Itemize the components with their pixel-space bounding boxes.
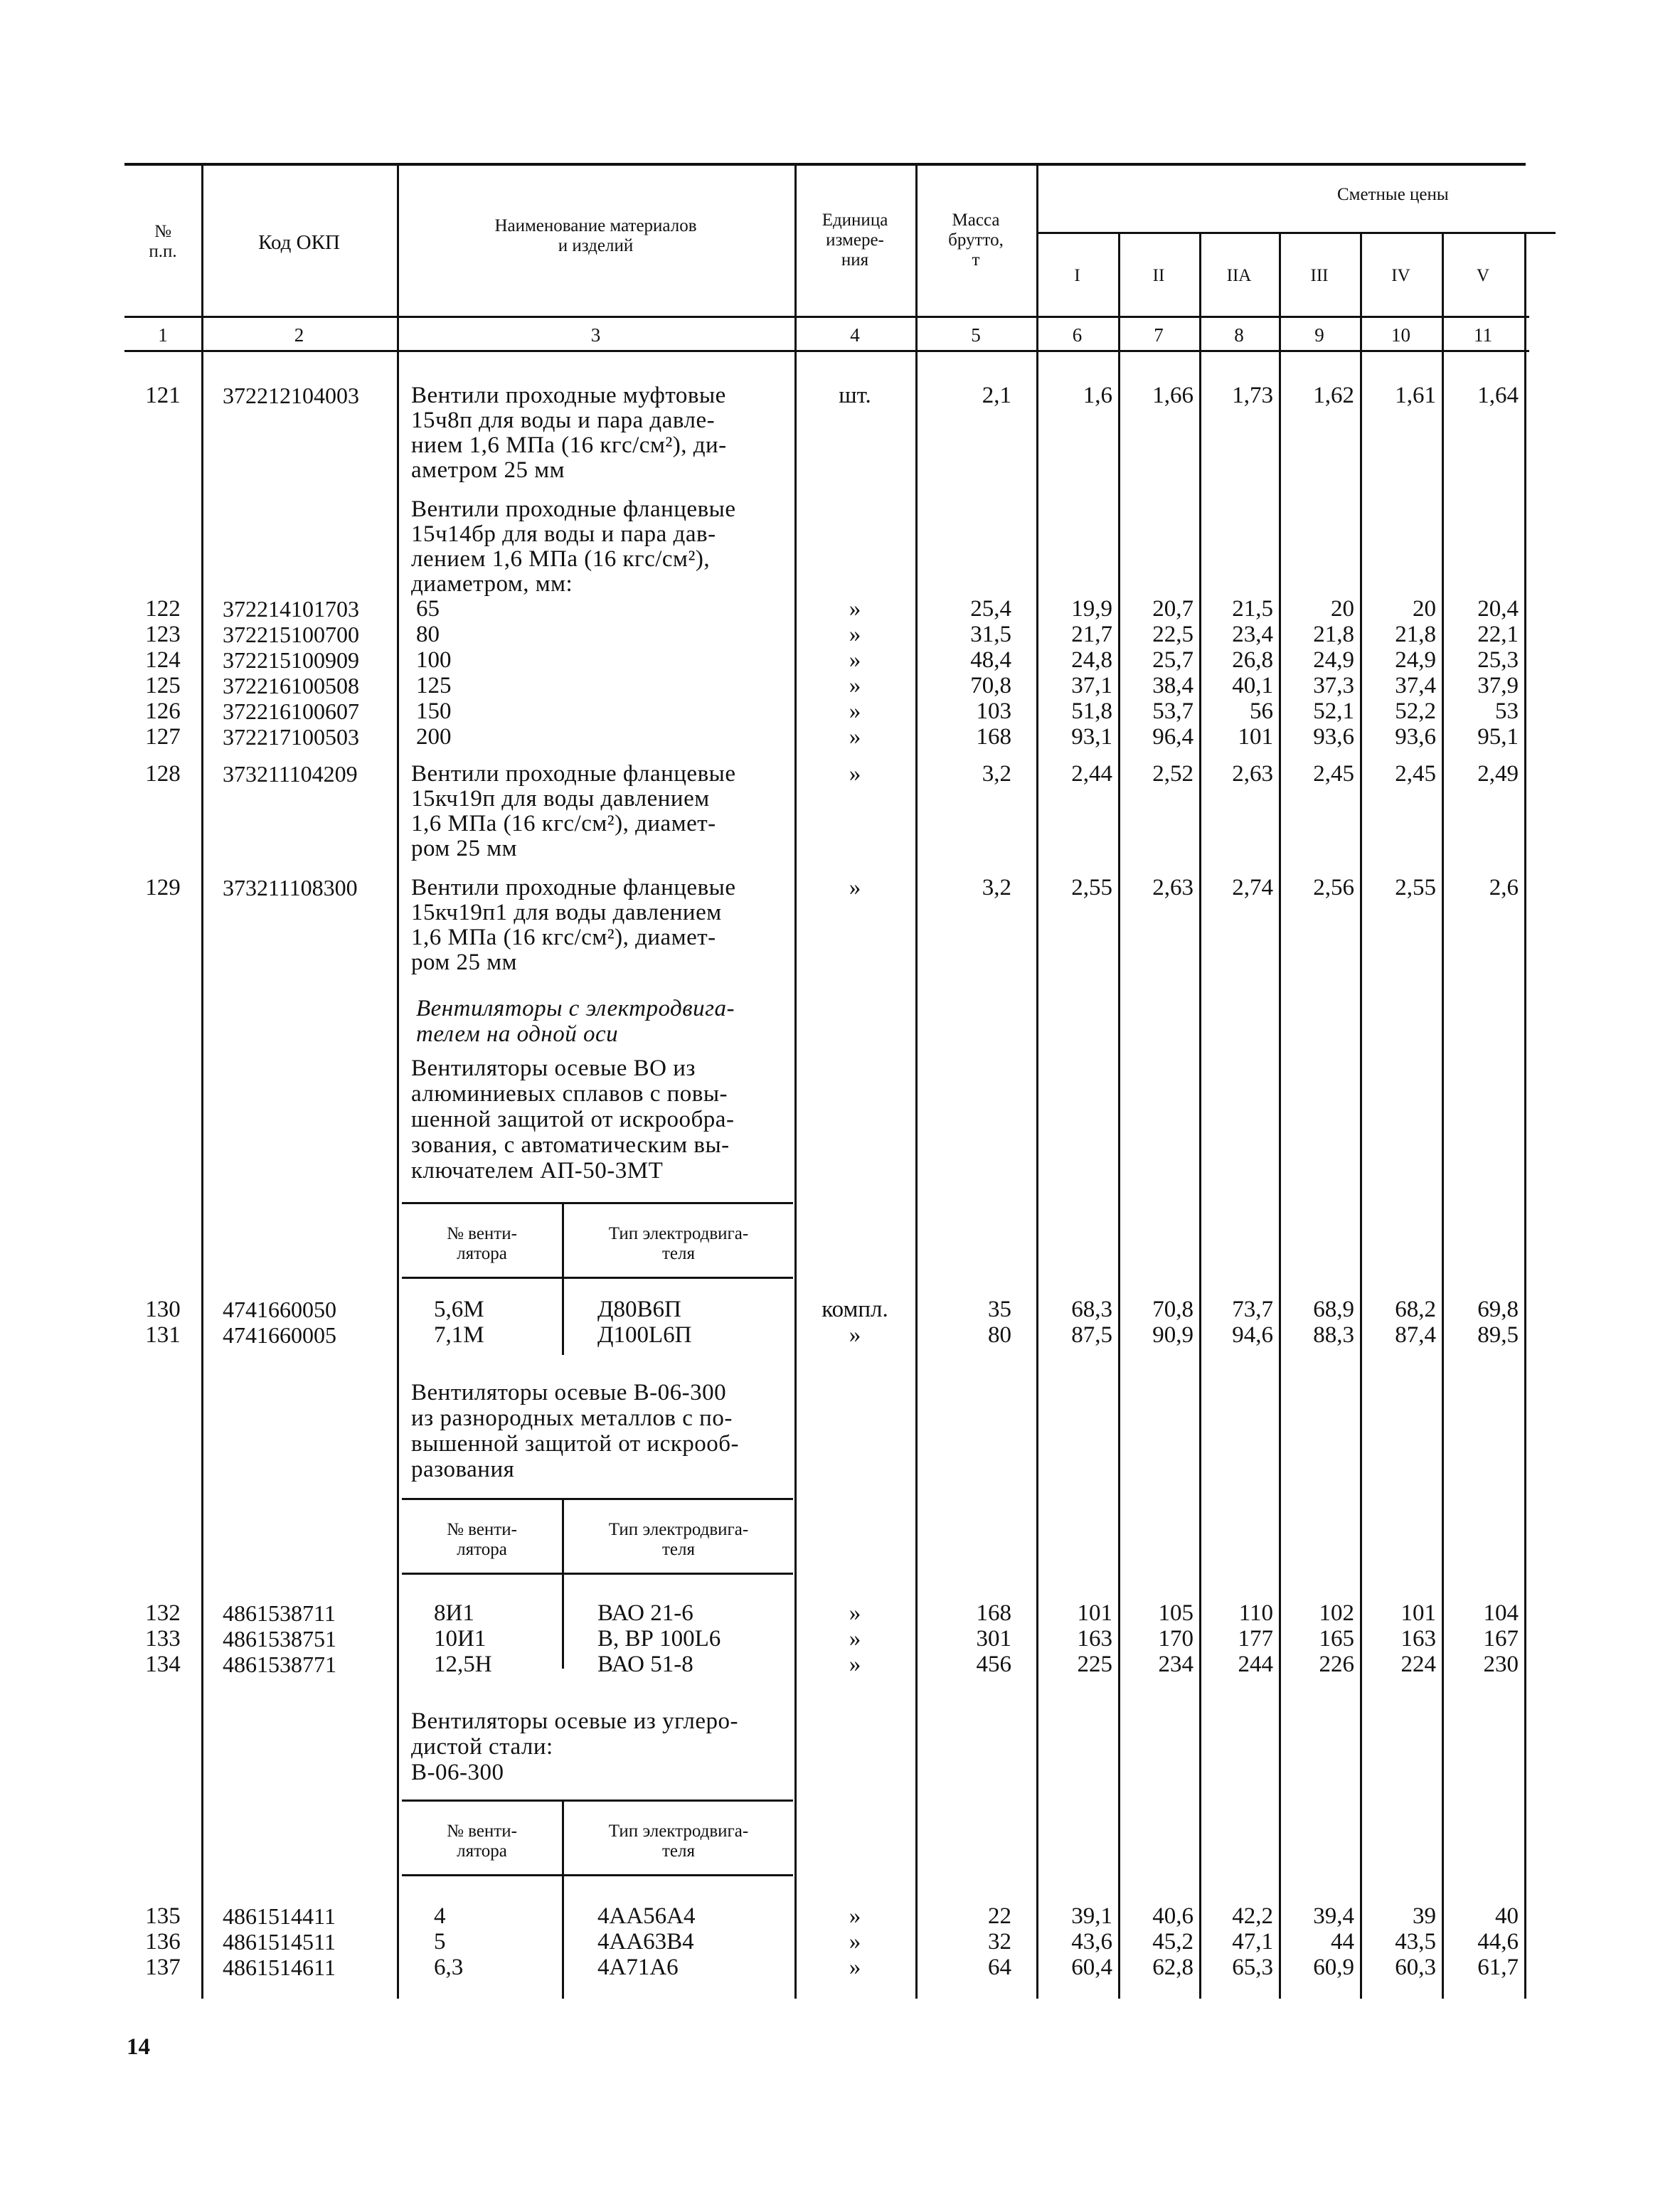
row-description: ром 25 мм	[411, 950, 518, 975]
mass: 168	[976, 724, 1011, 750]
price-zone-5: 60,3	[1395, 1955, 1436, 1980]
okp-code: 4861514511	[223, 1929, 336, 1955]
column-number: 9	[1314, 324, 1324, 346]
okp-code: 372217100503	[223, 724, 359, 750]
subtable-bottom-rule	[402, 1874, 793, 1876]
column-number: 10	[1391, 324, 1410, 346]
price-zone-6: 2,6	[1489, 875, 1519, 900]
row-number: 124	[145, 647, 181, 673]
table-top-rule	[124, 163, 1526, 166]
fan-number: 5,6М	[434, 1297, 484, 1322]
price-zone-6: 89,5	[1477, 1322, 1519, 1348]
mass: 456	[976, 1652, 1011, 1677]
price-zone-2: 70,8	[1152, 1297, 1193, 1322]
okp-code: 372215100909	[223, 647, 359, 673]
price-zone-1: 225	[1077, 1652, 1112, 1677]
okp-code: 372215100700	[223, 622, 359, 647]
section-heading-valves: диаметром, мм:	[411, 571, 573, 597]
price-zone-2: 90,9	[1152, 1322, 1193, 1348]
mass: 32	[988, 1929, 1011, 1955]
price-zone-6: 230	[1483, 1652, 1519, 1677]
header-unit-2: измере-	[826, 230, 884, 250]
column-number: 4	[850, 324, 860, 346]
diameter: 100	[416, 647, 452, 673]
row-number: 135	[145, 1903, 181, 1929]
unit: »	[849, 724, 861, 750]
header-bottom-rule	[124, 316, 1529, 318]
price-zone-1: 37,1	[1071, 673, 1112, 698]
price-zone-1: 19,9	[1071, 596, 1112, 622]
okp-code: 372216100607	[223, 698, 359, 724]
row-number: 129	[145, 875, 181, 900]
unit: »	[849, 1929, 861, 1955]
mass: 3,2	[982, 761, 1011, 787]
section-heading-fans-v06: разования	[411, 1457, 515, 1482]
unit: »	[849, 1626, 861, 1652]
price-zone-5: 43,5	[1395, 1929, 1436, 1955]
column-number: 11	[1474, 324, 1492, 346]
subheader-motor-type: теля	[662, 1540, 695, 1559]
price-zone-5: 52,2	[1395, 698, 1436, 724]
price-zone-2: 22,5	[1152, 622, 1193, 647]
mass: 301	[976, 1626, 1011, 1652]
row-description: Вентили проходные фланцевые	[411, 761, 736, 787]
mass: 2,1	[982, 383, 1011, 408]
price-zone-1: 39,1	[1071, 1903, 1112, 1929]
page-number: 14	[127, 2034, 150, 2060]
unit: »	[849, 673, 861, 698]
price-zone-1: 87,5	[1071, 1322, 1112, 1348]
price-zone-2: 2,63	[1152, 875, 1193, 900]
column-number: 6	[1072, 324, 1083, 346]
price-zone-6: 2,49	[1477, 761, 1519, 787]
row-number: 127	[145, 724, 181, 750]
unit: »	[849, 698, 861, 724]
price-zone-4: 37,3	[1313, 673, 1354, 698]
price-zone-5: 163	[1400, 1626, 1436, 1652]
diameter: 65	[416, 596, 440, 622]
price-zone-6: 69,8	[1477, 1297, 1519, 1322]
price-zone-3: 177	[1238, 1626, 1273, 1652]
section-heading-fans-v06: из разнородных металлов с по-	[411, 1405, 733, 1431]
subtable-bottom-rule	[402, 1573, 793, 1575]
colnum-bottom-rule	[124, 350, 1529, 352]
price-zone-4: 2,45	[1313, 761, 1354, 787]
price-zone-4: 226	[1319, 1652, 1354, 1677]
unit: »	[849, 1322, 861, 1348]
price-zone-2: 20,7	[1152, 596, 1193, 622]
section-heading-fans-vo: Вентиляторы осевые ВО из	[411, 1056, 696, 1081]
mass: 3,2	[982, 875, 1011, 900]
section-heading-fans: телем на одной оси	[416, 1021, 619, 1047]
section-heading-valves: Вентили проходные фланцевые	[411, 496, 736, 522]
section-heading-fans: Вентиляторы с электродвига-	[416, 996, 735, 1021]
price-zone-1: 1,6	[1083, 383, 1112, 408]
unit: »	[849, 622, 861, 647]
subheader-motor-type: Тип электродвига-	[608, 1224, 749, 1243]
fan-number: 8И1	[434, 1600, 474, 1626]
price-zone-4: 21,8	[1313, 622, 1354, 647]
diameter: 150	[416, 698, 452, 724]
price-zone-4: 93,6	[1313, 724, 1354, 750]
mass: 31,5	[970, 622, 1011, 647]
price-zone-3: 101	[1238, 724, 1273, 750]
diameter: 200	[416, 724, 452, 750]
row-number: 125	[145, 673, 181, 698]
price-zone-2: 96,4	[1152, 724, 1193, 750]
section-heading-fans-carbon: дистой стали:	[411, 1734, 553, 1760]
column-number: 7	[1154, 324, 1164, 346]
price-zone-6: 1,64	[1477, 383, 1519, 408]
okp-code: 4861538711	[223, 1600, 336, 1626]
price-zone-6: 25,3	[1477, 647, 1519, 673]
price-zone-4: 165	[1319, 1626, 1354, 1652]
okp-code: 4741660050	[223, 1297, 336, 1322]
body-col-rule	[397, 352, 399, 1999]
price-zone-2: 40,6	[1152, 1903, 1193, 1929]
price-zone-5: 93,6	[1395, 724, 1436, 750]
diameter: 125	[416, 673, 452, 698]
row-description: 1,6 МПа (16 кгс/см²), диамет-	[411, 811, 716, 836]
row-description: 15ч8п для воды и пара давле-	[411, 408, 716, 433]
column-number: 1	[158, 324, 168, 346]
price-zone-2: 105	[1158, 1600, 1193, 1626]
price-zone-3: 23,4	[1232, 622, 1273, 647]
fan-number: 7,1М	[434, 1322, 484, 1348]
section-heading-fans-carbon: В-06-300	[411, 1760, 504, 1785]
price-zone-1: 2,44	[1071, 761, 1112, 787]
mass: 25,4	[970, 596, 1011, 622]
row-description: 1,6 МПа (16 кгс/см²), диамет-	[411, 925, 716, 950]
price-zone-2: 38,4	[1152, 673, 1193, 698]
header-col-rule	[1524, 232, 1526, 350]
fan-number: 5	[434, 1929, 446, 1955]
column-number: 8	[1234, 324, 1244, 346]
mass: 168	[976, 1600, 1011, 1626]
price-zone-2: 45,2	[1152, 1929, 1193, 1955]
price-zone-4: 68,9	[1313, 1297, 1354, 1322]
fan-number: 10И1	[434, 1626, 487, 1652]
okp-code: 372216100508	[223, 673, 359, 698]
price-zone-5: 20	[1413, 596, 1436, 622]
price-zone-3: 40,1	[1232, 673, 1273, 698]
price-zone-3: 244	[1238, 1652, 1273, 1677]
subtable-top-rule	[402, 1498, 793, 1500]
unit: »	[849, 596, 861, 622]
fan-number: 6,3	[434, 1955, 464, 1980]
price-zone-6: 104	[1483, 1600, 1519, 1626]
subtable-top-rule	[402, 1799, 793, 1802]
price-zone-6: 22,1	[1477, 622, 1519, 647]
price-zone-6: 20,4	[1477, 596, 1519, 622]
diameter: 80	[416, 622, 440, 647]
header-zone-IIA: IIA	[1226, 266, 1252, 285]
subtable-col-rule	[562, 1573, 564, 1669]
okp-code: 372212104003	[223, 383, 359, 408]
subheader-fan-no: № венти-	[447, 1224, 517, 1243]
unit: »	[849, 761, 861, 787]
subtable-bottom-rule	[402, 1277, 793, 1279]
price-zone-5: 1,61	[1395, 383, 1436, 408]
mass: 48,4	[970, 647, 1011, 673]
price-zone-1: 51,8	[1071, 698, 1112, 724]
price-zone-5: 87,4	[1395, 1322, 1436, 1348]
price-zone-4: 88,3	[1313, 1322, 1354, 1348]
row-number: 137	[145, 1955, 181, 1980]
okp-code: 373211104209	[223, 761, 358, 787]
price-zone-4: 60,9	[1313, 1955, 1354, 1980]
price-zone-5: 224	[1400, 1652, 1436, 1677]
price-zone-5: 68,2	[1395, 1297, 1436, 1322]
okp-code: 372214101703	[223, 596, 359, 622]
header-zone-II: II	[1152, 266, 1165, 285]
motor-type: 4А71А6	[597, 1955, 679, 1980]
unit: »	[849, 1903, 861, 1929]
section-heading-valves: 15ч14бр для воды и пара дав-	[411, 521, 716, 547]
header-no: п.п.	[149, 242, 177, 261]
fan-number: 4	[434, 1903, 446, 1929]
header-mass-2: брутто,	[948, 230, 1004, 250]
price-zone-3: 47,1	[1232, 1929, 1273, 1955]
price-zone-4: 1,62	[1313, 383, 1354, 408]
motor-type: ВАО 21-6	[597, 1600, 693, 1626]
unit: »	[849, 647, 861, 673]
row-number: 123	[145, 622, 181, 647]
price-zone-5: 21,8	[1395, 622, 1436, 647]
unit: »	[849, 1600, 861, 1626]
motor-type: 4АА63В4	[597, 1929, 694, 1955]
header-prices-group: Сметные цены	[1337, 185, 1449, 204]
column-number: 2	[294, 324, 304, 346]
row-number: 126	[145, 698, 181, 724]
price-zone-4: 2,56	[1313, 875, 1354, 900]
header-zone-V: V	[1476, 266, 1490, 285]
motor-type: ВАО 51-8	[597, 1652, 693, 1677]
price-zone-5: 2,45	[1395, 761, 1436, 787]
fan-number: 12,5Н	[434, 1652, 492, 1677]
header-no-sign: №	[154, 222, 171, 241]
header-mass-3: т	[972, 250, 980, 270]
section-heading-fans-vo: алюминиевых сплавов с повы-	[411, 1081, 728, 1107]
unit: »	[849, 875, 861, 900]
subheader-fan-no: № венти-	[447, 1822, 517, 1841]
header-unit-3: ния	[841, 250, 869, 270]
price-zone-6: 61,7	[1477, 1955, 1519, 1980]
price-zone-2: 62,8	[1152, 1955, 1193, 1980]
row-description: ром 25 мм	[411, 836, 518, 861]
subheader-motor-type: теля	[662, 1841, 695, 1861]
price-zone-5: 39	[1413, 1903, 1436, 1929]
row-number: 133	[145, 1626, 181, 1652]
price-zone-3: 2,74	[1232, 875, 1273, 900]
price-zone-1: 163	[1077, 1626, 1112, 1652]
unit: шт.	[839, 383, 871, 408]
price-zone-3: 73,7	[1232, 1297, 1273, 1322]
okp-code: 4741660005	[223, 1322, 336, 1348]
price-zone-1: 43,6	[1071, 1929, 1112, 1955]
row-number: 122	[145, 596, 181, 622]
motor-type: Д80В6П	[597, 1297, 681, 1322]
mass: 103	[976, 698, 1011, 724]
subtable-col-rule	[562, 1277, 564, 1355]
mass: 70,8	[970, 673, 1011, 698]
price-zone-3: 1,73	[1232, 383, 1273, 408]
price-zone-2: 170	[1158, 1626, 1193, 1652]
subheader-motor-type: теля	[662, 1244, 695, 1263]
okp-code: 4861538771	[223, 1652, 336, 1677]
mass: 22	[988, 1903, 1011, 1929]
price-zone-4: 24,9	[1313, 647, 1354, 673]
price-zone-2: 1,66	[1152, 383, 1193, 408]
row-number: 136	[145, 1929, 181, 1955]
price-zone-6: 95,1	[1477, 724, 1519, 750]
row-description: аметром 25 мм	[411, 457, 565, 483]
header-name-1: Наименование материалов	[494, 216, 697, 235]
price-zone-1: 21,7	[1071, 622, 1112, 647]
price-zone-5: 2,55	[1395, 875, 1436, 900]
price-zone-1: 2,55	[1071, 875, 1112, 900]
okp-code: 4861514411	[223, 1903, 336, 1929]
body-col-rule	[201, 352, 203, 1999]
mass: 64	[988, 1955, 1011, 1980]
price-zone-2: 53,7	[1152, 698, 1193, 724]
price-zone-1: 68,3	[1071, 1297, 1112, 1322]
header-zone-IV: IV	[1391, 266, 1410, 285]
price-zone-4: 102	[1319, 1600, 1354, 1626]
section-heading-fans-vo: шенной защитой от искрообра-	[411, 1107, 735, 1132]
motor-type: 4АА56А4	[597, 1903, 696, 1929]
header-unit-1: Единица	[822, 211, 888, 230]
section-heading-fans-vo: ключателем АП-50-3МТ	[411, 1158, 664, 1184]
header-col-rule	[201, 165, 203, 350]
header-col-rule	[1036, 165, 1038, 350]
row-number: 132	[145, 1600, 181, 1626]
price-zone-5: 24,9	[1395, 647, 1436, 673]
row-description: Вентили проходные фланцевые	[411, 875, 736, 900]
section-heading-fans-vo: зования, с автоматическим вы-	[411, 1132, 730, 1158]
subtable-col-rule	[562, 1874, 564, 1999]
header-mass-1: Масса	[952, 211, 1000, 230]
subheader-fan-no: лятора	[457, 1244, 507, 1263]
row-number: 131	[145, 1322, 181, 1348]
mass: 80	[988, 1322, 1011, 1348]
price-zone-4: 52,1	[1313, 698, 1354, 724]
header-name-2: и изделий	[558, 236, 634, 255]
section-heading-fans-carbon: Вентиляторы осевые из углеро-	[411, 1708, 739, 1734]
prices-group-rule	[1036, 232, 1556, 234]
price-zone-3: 94,6	[1232, 1322, 1273, 1348]
price-zone-6: 37,9	[1477, 673, 1519, 698]
section-heading-fans-v06: вышенной защитой от искрооб-	[411, 1431, 740, 1457]
price-zone-5: 101	[1400, 1600, 1436, 1626]
row-description: нием 1,6 МПа (16 кгс/см²), ди-	[411, 432, 727, 458]
price-zone-2: 25,7	[1152, 647, 1193, 673]
price-zone-3: 26,8	[1232, 647, 1273, 673]
row-description: Вентили проходные муфтовые	[411, 383, 726, 408]
section-heading-fans-v06: Вентиляторы осевые В-06-300	[411, 1380, 727, 1405]
price-zone-3: 56	[1250, 698, 1273, 724]
subheader-fan-no: лятора	[457, 1841, 507, 1861]
mass: 35	[988, 1297, 1011, 1322]
row-number: 134	[145, 1652, 181, 1677]
row-description: 15кч19п1 для воды давлением	[411, 900, 722, 925]
price-zone-4: 39,4	[1313, 1903, 1354, 1929]
subheader-motor-type: Тип электродвига-	[608, 1822, 749, 1841]
subheader-fan-no: № венти-	[447, 1520, 517, 1539]
subtable-top-rule	[402, 1202, 793, 1204]
price-zone-6: 167	[1483, 1626, 1519, 1652]
price-zone-4: 20	[1331, 596, 1354, 622]
price-zone-5: 37,4	[1395, 673, 1436, 698]
price-zone-6: 40	[1495, 1903, 1519, 1929]
section-heading-valves: лением 1,6 МПа (16 кгс/см²),	[411, 546, 711, 572]
price-zone-3: 110	[1238, 1600, 1273, 1626]
row-number: 128	[145, 761, 181, 787]
price-zone-6: 53	[1495, 698, 1519, 724]
price-zone-3: 21,5	[1232, 596, 1273, 622]
unit: »	[849, 1652, 861, 1677]
price-zone-4: 44	[1331, 1929, 1354, 1955]
body-col-rule	[1524, 352, 1526, 1999]
row-number: 121	[145, 383, 181, 408]
row-description: 15кч19п для воды давлением	[411, 786, 710, 812]
okp-code: 373211108300	[223, 875, 358, 900]
header-code: Код ОКП	[258, 231, 340, 254]
okp-code: 4861538751	[223, 1626, 336, 1652]
price-zone-1: 101	[1077, 1600, 1112, 1626]
okp-code: 4861514611	[223, 1955, 336, 1980]
motor-type: Д100L6П	[597, 1322, 692, 1348]
price-zone-3: 2,63	[1232, 761, 1273, 787]
price-zone-1: 60,4	[1071, 1955, 1112, 1980]
header-zone-I: I	[1074, 266, 1080, 285]
price-zone-1: 93,1	[1071, 724, 1112, 750]
column-number: 3	[590, 324, 601, 346]
subheader-motor-type: Тип электродвига-	[608, 1520, 749, 1539]
motor-type: В, ВР 100L6	[597, 1626, 721, 1652]
price-zone-2: 2,52	[1152, 761, 1193, 787]
column-number: 5	[971, 324, 981, 346]
price-zone-1: 24,8	[1071, 647, 1112, 673]
subheader-fan-no: лятора	[457, 1540, 507, 1559]
price-zone-3: 65,3	[1232, 1955, 1273, 1980]
unit: компл.	[822, 1297, 888, 1322]
price-zone-2: 234	[1158, 1652, 1193, 1677]
row-number: 130	[145, 1297, 181, 1322]
header-zone-III: III	[1310, 266, 1329, 285]
price-zone-6: 44,6	[1477, 1929, 1519, 1955]
header-col-rule	[397, 165, 399, 350]
unit: »	[849, 1955, 861, 1980]
price-zone-3: 42,2	[1232, 1903, 1273, 1929]
